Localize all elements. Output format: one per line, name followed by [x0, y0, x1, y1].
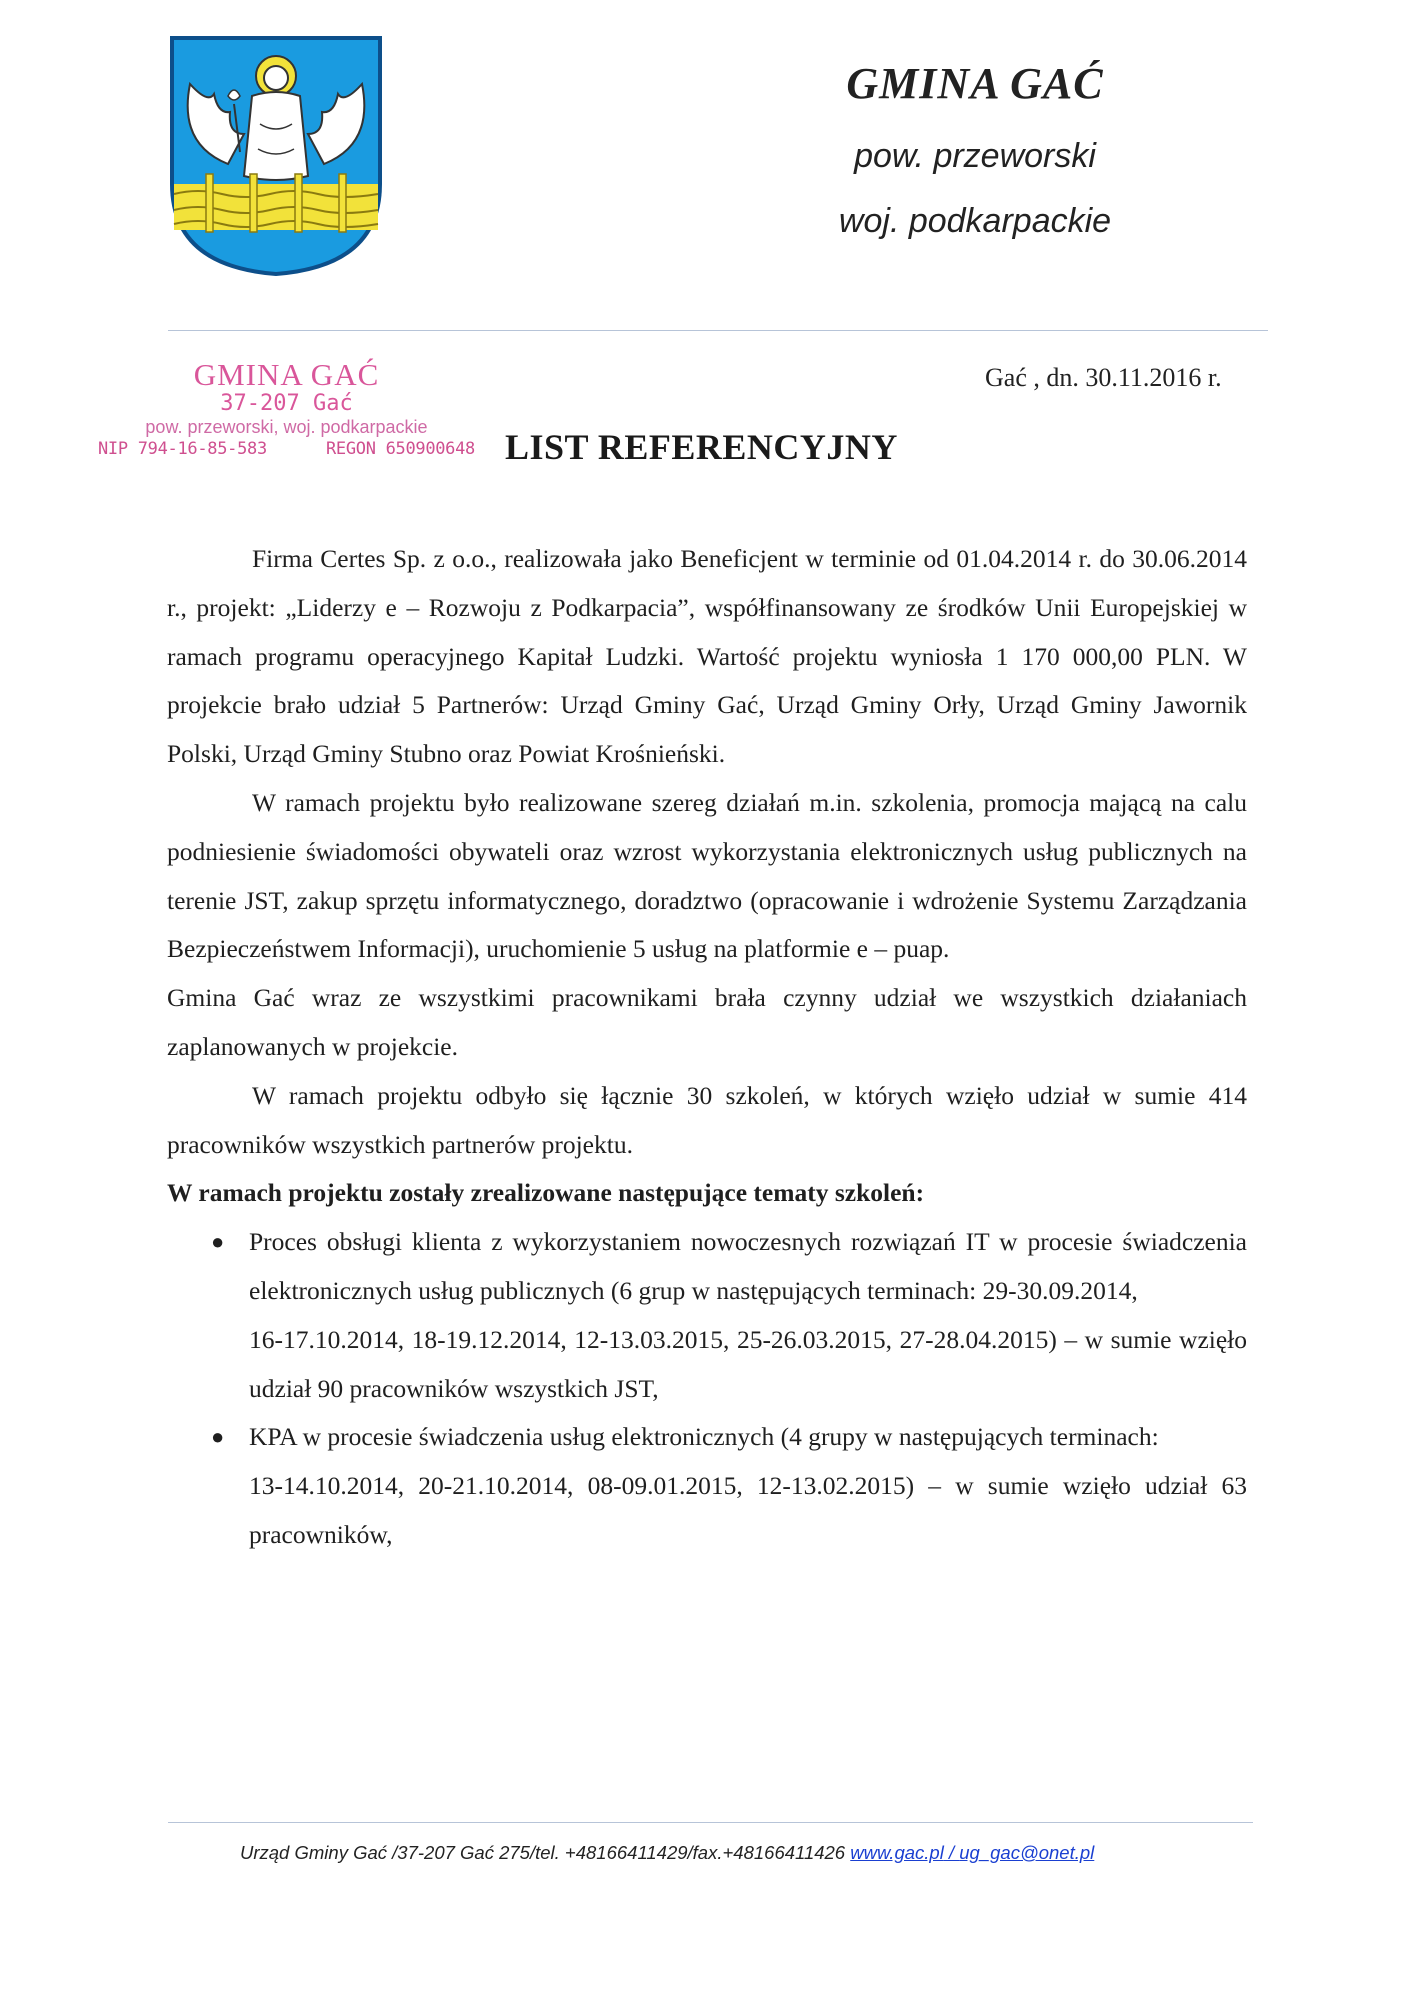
list-item	[167, 1413, 1247, 1559]
list-item-dates: 16-17.10.2014, 18-19.12.2014, 12-13.03.2015, 25-26.03.2015, 27-28.04.2015) – w sumie wzięło udział 90 pracowników wszystkich JST,	[249, 1324, 1247, 1403]
website-link[interactable]: www.gac.pl	[850, 1842, 944, 1863]
paragraph-4: W ramach projektu odbyło się łącznie 30 szkoleń, w których wzięło udział w sumie 414 pracowników wszystkich partnerów projektu.	[167, 1080, 1247, 1159]
header-divider	[168, 330, 1268, 331]
province-name: woj. podkarpackie	[838, 202, 1112, 240]
bullet-icon: ●	[211, 1424, 225, 1450]
list-item-dates: 13-14.10.2014, 20-21.10.2014, 08-09.01.2015, 12-13.02.2015) – w sumie wzięło udział 63 pracowników,	[249, 1471, 1247, 1549]
letterhead	[720, 58, 1230, 241]
list-item-text: KPA w procesie świadczenia usług elektronicznych (4 grupy w następujących terminach:	[249, 1422, 1159, 1452]
stamp-line-3: pow. przeworski, woj. podkarpackie	[145, 417, 428, 437]
letter-body	[167, 535, 1247, 1560]
paragraph-1: Firma Certes Sp. z o.o., realizowała jako Beneficjent w terminie od 01.04.2014 r. do 30.06.2014 r., projekt: „Liderzy e – Rozwoju z Podkarpacia”, współfinansowany ze środków Unii Europejskiej w ramach programu operacyjnego Kapitał Ludzki. Wartość projektu wyniosła 1 170 000,00 PLN. W projekcie brało udział 5 Partnerów: Urząd Gminy Gać, Urząd Gminy Orły, Urząd Gminy Jawornik Polski, Urząd Gminy Stubno oraz Powiat Krośnieński.	[167, 544, 1247, 769]
stamp-line-1: GMINA GAĆ	[193, 357, 380, 392]
training-topics-list	[167, 1218, 1247, 1560]
footer-address: Urząd Gminy Gać /37-207 Gać 275/tel. +48166411429/fax.+48166411426	[240, 1842, 851, 1863]
coat-of-arms-icon	[168, 34, 384, 277]
stamp-line-2: 37-207 Gać	[220, 391, 353, 416]
list-item-text: Proces obsługi klienta z wykorzystaniem nowoczesnych rozwiązań IT w procesie świadczenia elektronicznych usług publicznych (6 grup w następujących terminach: 29-30.09.2014,	[249, 1227, 1247, 1305]
stamp-ids	[94, 438, 479, 460]
office-stamp	[94, 358, 479, 460]
bullet-icon: ●	[211, 1229, 225, 1255]
training-topics-heading: W ramach projektu zostały zrealizowane następujące tematy szkoleń:	[167, 1178, 925, 1208]
link-separator: /	[943, 1842, 960, 1863]
document-title: LIST REFERENCYJNY	[505, 427, 898, 467]
county-name: pow. przeworski	[854, 137, 1096, 175]
paragraph-3: Gmina Gać wraz ze wszystkimi pracownikami brała czynny udział we wszystkich działaniach zaplanowanych w projekcie.	[167, 983, 1247, 1061]
email-link[interactable]: ug_gac@onet.pl	[959, 1842, 1095, 1863]
municipality-name: GMINA GAĆ	[846, 59, 1104, 108]
footer-divider	[168, 1822, 1253, 1823]
footer-contact	[240, 1842, 1094, 1864]
stamp-nip: NIP 794-16-85-583	[98, 439, 267, 459]
paragraph-2: W ramach projektu było realizowane szereg działań m.in. szkolenia, promocja mającą na calu podniesienie świadomości obywateli oraz wzrost wykorzystania elektronicznych usług publicznych na terenie JST, zakup sprzętu informatycznego, doradztwo (opracowanie i wdrożenie Systemu Zarządzania Bezpieczeństwem Informacji), uruchomienie 5 usług na platformie e – puap.	[167, 787, 1247, 964]
stamp-regon: REGON 650900648	[325, 439, 475, 459]
document-date: Gać , dn. 30.11.2016 r.	[985, 363, 1222, 392]
list-item	[167, 1218, 1247, 1413]
